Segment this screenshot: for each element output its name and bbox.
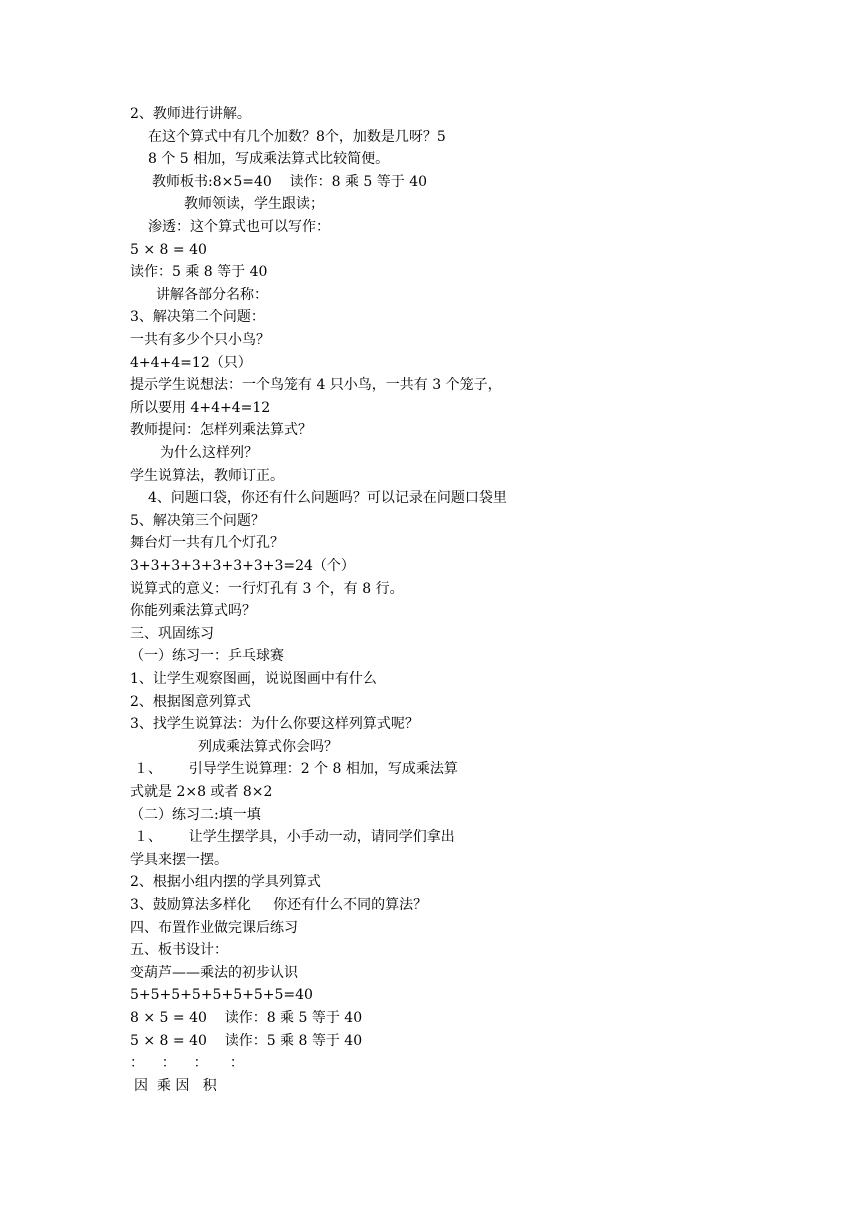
text-line: 教师领读，学生跟读； (184, 196, 324, 213)
text-line: 2、教师进行讲解。 (130, 106, 251, 122)
text-line: （二）练习二:填一填 (130, 806, 261, 823)
text-line: 为什么这样列？ (160, 445, 258, 461)
text-line: 四、布置作业做完课后练习 (130, 919, 298, 936)
text-line: 式就是 2×8 或者 8×2 (130, 784, 273, 800)
text-line: 5 × 8 = 40 读作：5 乘 8 等于 40 (130, 1032, 363, 1049)
text-line: ： ： ： ： (130, 1055, 244, 1072)
text-line: 列成乘法算式你会吗？ (198, 738, 338, 755)
text-line: 3、鼓励算法多样化 你还有什么不同的算法？ (130, 897, 428, 913)
text-line: 变葫芦——乘法的初步认识 (130, 964, 298, 981)
text-line: １、 引导学生说算理：2 个 8 相加，写成乘法算 (134, 761, 458, 778)
text-line: 五、板书设计： (130, 942, 228, 959)
text-line: 说算式的意义：一行灯孔有 3 个，有 8 行。 (130, 580, 404, 597)
text-line: 2、根据图意列算式 (130, 693, 251, 710)
text-line: 教师板书:8×5=40 读作：8 乘 5 等于 40 (152, 173, 428, 190)
text-line: 4、问题口袋，你还有什么问题吗？可以记录在问题口袋里 (148, 490, 507, 507)
text-line: 3、找学生说算法：为什么你要这样列算式呢？ (130, 716, 419, 733)
text-line: 你能列乘法算式吗？ (130, 603, 256, 620)
text-line: 2、根据小组内摆的学具列算式 (130, 874, 321, 891)
text-line: １、 让学生摆学具，小手动一动，请同学们拿出 (134, 829, 455, 846)
text-line: 5 × 8 = 40 (130, 241, 207, 258)
text-line: 4+4+4=12（只） (130, 354, 252, 371)
text-line: 舞台灯一共有几个灯孔？ (130, 535, 284, 552)
text-line: 3+3+3+3+3+3+3+3=24（个） (130, 558, 355, 574)
text-line: 学具来摆一摆。 (130, 851, 228, 868)
text-line: 一共有多少个只小鸟？ (130, 332, 270, 348)
text-line: 学生说算法，教师订正。 (130, 467, 284, 484)
text-line: 读作：5 乘 8 等于 40 (130, 264, 268, 281)
text-line: 所以要用 4+4+4=12 (130, 399, 271, 416)
text-line: （一）练习一：乒乓球赛 (130, 648, 284, 665)
text-line: 1、让学生观察图画，说说图画中有什么 (130, 671, 377, 687)
text-line: 5、解决第三个问题？ (130, 512, 265, 529)
text-line: 在这个算式中有几个加数？8个，加数是几呀？5 (148, 128, 446, 145)
text-line: 5+5+5+5+5+5+5+5=40 (130, 987, 313, 1004)
text-line: 提示学生说想法：一个鸟笼有 4 只小鸟，一共有 3 个笼子， (130, 377, 502, 394)
text-line: 三、巩固练习 (130, 625, 214, 642)
text-line: 3、解决第二个问题： (130, 309, 265, 326)
text-line: 8 个 5 相加，写成乘法算式比较简便。 (148, 151, 390, 168)
text-line: 渗透：这个算式也可以写作： (148, 219, 330, 235)
text-line: 讲解各部分名称： (156, 286, 268, 303)
text-line: 教师提问：怎样列乘法算式？ (130, 422, 312, 439)
text-line: 8 × 5 = 40 读作：8 乘 5 等于 40 (130, 1010, 363, 1026)
text-line: 因 乘 因 积 (134, 1077, 217, 1094)
